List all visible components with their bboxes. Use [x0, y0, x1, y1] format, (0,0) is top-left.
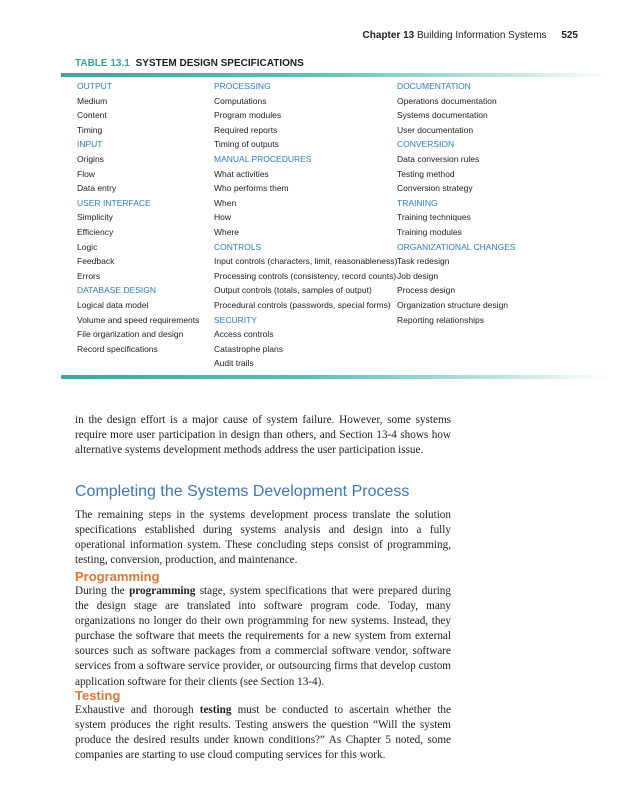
table-group-heading: MANUAL PROCEDURES	[214, 153, 312, 164]
table-cell: Data conversion rules	[397, 153, 480, 164]
table-bottom-rule	[61, 375, 611, 379]
table-cell: Where	[214, 226, 240, 237]
table-cell: Task redesign	[397, 256, 450, 267]
running-header	[363, 30, 578, 41]
table-cell: Operations documentation	[397, 95, 497, 106]
table-cell: Process design	[397, 285, 456, 296]
table-group-heading: USER INTERFACE	[77, 197, 151, 208]
table-cell: Reporting relationships	[397, 314, 484, 325]
table-cell: User documentation	[397, 124, 474, 135]
table-number: TABLE 13.1	[75, 58, 130, 69]
table-cell: Content	[77, 110, 107, 121]
table-cell: Timing	[77, 124, 103, 135]
table-group-heading: CONTROLS	[214, 241, 262, 252]
intro-paragraph: in the design effort is a major cause of system failure. However, some systems require more user participation in design than others, and Section 13-4 shows how alternative systems development methods address the user participation issue.	[75, 414, 451, 457]
table-cell: File organization and design	[77, 329, 184, 340]
table-cell: Simplicity	[77, 212, 113, 223]
table-cell: Logical data model	[77, 299, 149, 310]
table-title: SYSTEM DESIGN SPECIFICATIONS	[135, 58, 304, 69]
table-cell: Audit trails	[214, 358, 254, 369]
programming-text: stage, system specifications that were prepared during the design stage are translated into software program code. Today, many organizations no longer do their own programming for new systems. Instead, they purchase the software that meets the requirements for a new system from external sources such as software packages from a commercial software vendor, software services from a software service provider, or outsourcing firms that develop custom application software for their clients (see Section 13-4).	[75, 585, 451, 688]
programming-heading: Programming	[75, 569, 160, 584]
table-cell: When	[214, 197, 237, 208]
table-cell: Data entry	[77, 183, 117, 194]
table-cell: Computations	[214, 95, 267, 106]
table-column-3	[397, 79, 516, 327]
table-cell: Origins	[77, 153, 104, 164]
table-cell: Job design	[397, 270, 439, 281]
table-cell: Training techniques	[397, 212, 471, 223]
table-group-heading: OUTPUT	[77, 81, 112, 91]
table-cell: Who performs them	[214, 183, 289, 194]
table-cell: Flow	[77, 168, 95, 179]
table-cell: Input controls (characters, limit, reasonableness)	[214, 256, 398, 267]
table-cell: Timing of outputs	[214, 139, 279, 150]
table-cell: Training modules	[397, 226, 462, 237]
section-paragraph: The remaining steps in the systems development process translate the solution specifications established during systems analysis and design into a fully operational information system. These concluding steps consist of programming, testing, conversion, production, and maintenance.	[75, 509, 451, 567]
table-column-2	[214, 79, 397, 371]
table-cell: Output controls (totals, samples of output)	[214, 285, 372, 296]
table-cell: Record specifications	[77, 343, 158, 354]
table-cell: Efficiency	[77, 226, 114, 237]
table-group-heading: TRAINING	[397, 197, 438, 208]
table-cell: Organization structure design	[397, 299, 509, 310]
table-cell: Systems documentation	[397, 110, 488, 121]
table-cell: Required reports	[214, 124, 278, 135]
table-cell: How	[214, 212, 232, 223]
testing-paragraph	[75, 703, 451, 763]
testing-heading: Testing	[75, 688, 121, 703]
table-group-heading: PROCESSING	[214, 81, 271, 91]
table-cell: Volume and speed requirements	[77, 314, 200, 325]
table-group-heading: DOCUMENTATION	[397, 81, 471, 91]
programming-paragraph	[75, 584, 451, 690]
programming-term: programming	[129, 585, 196, 597]
table-group-heading: INPUT	[77, 139, 103, 150]
testing-text: must be conducted to ascertain whether the system produces the right results. Testing answers the question “Will the system produce the desired results under known conditions?” As Chapter 5 noted, some companies are starting to use cloud computing services for this work.	[75, 704, 451, 762]
page-number: 525	[561, 30, 578, 41]
testing-term: testing	[199, 704, 232, 716]
chapter-title: Building Information Systems	[417, 30, 547, 41]
table-cell: Processing controls (consistency, record counts)	[214, 270, 397, 281]
table-cell: Conversion strategy	[397, 183, 473, 194]
table-cell: Logic	[77, 241, 98, 252]
table-cell: Program modules	[214, 110, 282, 121]
table-cell: Feedback	[77, 256, 115, 267]
chapter-label: Chapter 13	[362, 30, 415, 41]
programming-lead: During the	[75, 585, 130, 597]
table-cell: Errors	[77, 270, 101, 281]
table-cell: Catastrophe plans	[214, 343, 283, 354]
table-cell: Medium	[77, 95, 108, 106]
table-group-heading: ORGANIZATIONAL CHANGES	[397, 241, 516, 252]
table-group-heading: CONVERSION	[397, 139, 455, 150]
table-top-rule	[61, 73, 611, 77]
section-heading: Completing the Systems Development Process	[75, 483, 410, 500]
table-group-heading: DATABASE DESIGN	[77, 285, 157, 296]
table-caption	[75, 58, 304, 69]
table-cell: Access controls	[214, 329, 274, 340]
table-cell: Testing method	[397, 168, 455, 179]
table-column-1	[77, 79, 199, 356]
table-cell: What activities	[214, 168, 269, 179]
testing-lead: Exhaustive and thorough	[75, 704, 200, 716]
table-group-heading: SECURITY	[214, 314, 257, 325]
table-cell: Procedural controls (passwords, special forms)	[214, 299, 391, 310]
